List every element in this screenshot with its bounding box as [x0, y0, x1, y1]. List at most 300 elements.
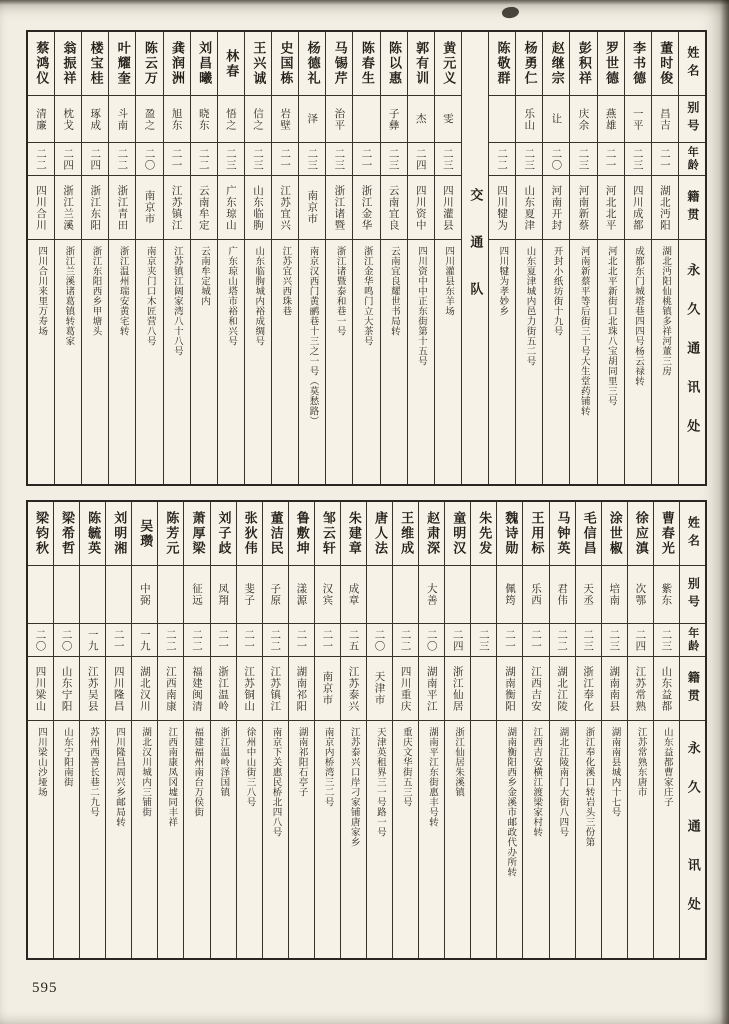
person-alias-text: 让: [550, 113, 563, 125]
person-native-place: [445, 657, 470, 721]
field-label-native-place-text: 籍贯: [685, 189, 700, 226]
person-name: [523, 502, 548, 566]
person-alias-text: 紫东: [660, 583, 673, 606]
person-age: [82, 143, 108, 176]
person-address-text: 江西南康凤冈墟同丰祥: [166, 727, 178, 827]
person-native-place: [393, 657, 418, 721]
person-name: [393, 502, 418, 566]
person-name: [106, 502, 131, 566]
field-label-native-place: [679, 176, 705, 240]
person-column: [392, 502, 418, 958]
person-age: [191, 143, 217, 176]
person-name: [109, 32, 135, 96]
person-name-text: 邹云轩: [320, 511, 336, 556]
person-age: [523, 624, 548, 657]
person-alias: [652, 96, 678, 143]
field-label-age: [679, 143, 705, 176]
person-column: [28, 32, 54, 484]
field-label-alias-text: 别号: [685, 101, 700, 137]
person-age-text: 二二: [34, 147, 47, 171]
person-address-text: 河北北平新街口北珠八宝胡同里三号: [605, 246, 617, 406]
person-address-text: 南京夹门口木匠营八号: [144, 246, 156, 346]
person-native-place-text: 南京市: [143, 190, 156, 225]
person-address: [109, 240, 135, 484]
person-alias: [341, 566, 366, 624]
person-address: [263, 721, 288, 958]
person-native-place-text: 江苏常熟: [634, 665, 647, 712]
person-alias-text: 培南: [608, 583, 621, 606]
person-age: [381, 143, 407, 176]
person-name-text: 刘子歧: [216, 511, 232, 556]
person-age-text: 二三: [631, 147, 644, 171]
person-alias-text: 盈之: [143, 107, 156, 131]
person-age-text: 二四: [89, 147, 102, 171]
person-native-place-text: 浙江兰溪: [62, 184, 75, 231]
person-age-text: 二一: [170, 147, 183, 171]
person-name: [625, 32, 651, 96]
person-name-text: 陈以惠: [387, 41, 403, 86]
person-alias-text: 子原: [269, 583, 282, 606]
person-native-place: [489, 176, 515, 240]
person-native-place: [109, 176, 135, 240]
group-label: [462, 32, 488, 484]
person-age: [299, 143, 325, 176]
person-native-place: [598, 176, 624, 240]
person-native-place-text: 四川犍为: [496, 184, 509, 231]
person-name-text: 龚润洲: [170, 41, 186, 86]
person-address: [136, 240, 162, 484]
person-address-text: 广东琼山塔市裕和兴号: [226, 246, 238, 346]
person-alias: [164, 96, 190, 143]
group-label-text: 交通队: [468, 187, 484, 329]
person-column: [418, 502, 444, 958]
person-alias-text: 斗南: [116, 107, 129, 131]
person-native-place: [299, 176, 325, 240]
person-address-text: 山东临朐城内裕成绸号: [253, 246, 265, 346]
person-name-text: 涂世椒: [607, 511, 623, 556]
person-name: [54, 502, 79, 566]
person-native-place: [516, 176, 542, 240]
person-alias-text: 信之: [251, 107, 264, 131]
person-name-text: 杨德礼: [305, 41, 321, 86]
person-column: [569, 32, 596, 484]
person-column: [366, 502, 392, 958]
person-name-text: 鲁敷坤: [294, 511, 310, 556]
roster-table-bottom: [26, 500, 707, 960]
person-alias: [381, 96, 407, 143]
person-alias-text: 凤翔: [217, 583, 230, 606]
person-native-place-text: 四川重庆: [399, 665, 412, 712]
person-name: [654, 502, 679, 566]
person-name-text: 董洁民: [268, 511, 284, 556]
person-column: [352, 32, 379, 484]
person-address-text: 四川合川来里万寿场: [36, 246, 48, 336]
person-name-text: 马锡芹: [332, 41, 348, 86]
person-age: [106, 624, 131, 657]
person-alias-text: 泽: [306, 113, 319, 125]
person-column: [597, 32, 624, 484]
person-native-place-text: 云南牟定: [197, 184, 210, 231]
person-column: [496, 502, 522, 958]
person-native-place-text: 江苏铜山: [243, 665, 256, 712]
person-age: [263, 624, 288, 657]
person-name: [80, 502, 105, 566]
person-native-place-text: 浙江奉化: [582, 665, 595, 712]
person-address-text: 浙江仙居朱溪镇: [453, 727, 465, 797]
person-native-place: [263, 657, 288, 721]
field-label-native-place: [680, 657, 705, 721]
person-native-place: [164, 176, 190, 240]
field-label-age: [680, 624, 705, 657]
field-label-name-text: 姓名: [685, 45, 700, 82]
person-address-text: 南京下关惠民桥北四八号: [270, 727, 282, 837]
person-native-place-text: 山东临朐: [251, 184, 264, 231]
person-age: [419, 624, 444, 657]
scan-artifact-right-edge: [720, 0, 729, 1024]
person-alias-text: 岩壁: [279, 107, 292, 131]
person-alias: [315, 566, 340, 624]
person-native-place-text: 湖南平江: [425, 665, 438, 712]
person-age-text: 二〇: [60, 628, 73, 652]
person-address: [445, 721, 470, 958]
person-column: [542, 32, 569, 484]
person-native-place: [570, 176, 596, 240]
person-age-text: 二四: [634, 628, 647, 652]
person-alias: [497, 566, 522, 624]
person-age: [326, 143, 352, 176]
person-column: [135, 32, 162, 484]
person-age: [211, 624, 236, 657]
person-age: [164, 143, 190, 176]
person-column: [210, 502, 236, 958]
person-age: [218, 143, 244, 176]
person-age: [367, 624, 392, 657]
person-alias: [80, 566, 105, 624]
person-alias: [367, 566, 392, 624]
person-alias: [54, 566, 79, 624]
person-age-text: 二一: [243, 628, 256, 652]
person-address-text: 云南牟定城内: [199, 246, 210, 306]
person-alias-text: 征远: [191, 583, 203, 606]
person-name: [315, 502, 340, 566]
person-alias-text: 雯: [441, 113, 454, 125]
person-alias-text: 燕雄: [604, 107, 617, 131]
person-native-place: [628, 657, 653, 721]
field-header-column: [678, 32, 705, 484]
person-column: [236, 502, 262, 958]
person-age: [550, 624, 575, 657]
person-alias: [550, 566, 575, 624]
person-address: [652, 240, 678, 484]
person-alias: [28, 566, 53, 624]
person-native-place-text: 浙江青田: [116, 184, 129, 231]
person-name-text: 翁振祥: [61, 41, 77, 86]
person-native-place: [419, 657, 444, 721]
person-name-text: 赵肃深: [425, 511, 441, 556]
person-native-place-text: 四川资中: [414, 184, 427, 231]
roster-table-top: [26, 30, 707, 486]
person-age: [516, 143, 542, 176]
person-alias: [326, 96, 352, 143]
person-column: [434, 32, 461, 484]
person-column: [340, 502, 366, 958]
person-age: [184, 624, 209, 657]
person-column: [183, 502, 209, 958]
person-name: [652, 32, 678, 96]
person-age: [543, 143, 569, 176]
person-age-text: 二二: [164, 628, 177, 652]
person-address-text: 四川梁山沙垭场: [35, 727, 47, 797]
person-address: [55, 240, 81, 484]
person-name-text: 张狄伟: [242, 511, 258, 556]
person-name: [28, 502, 53, 566]
person-name: [543, 32, 569, 96]
person-column: [314, 502, 340, 958]
person-native-place-text: 四川隆昌: [112, 665, 125, 712]
person-name-text: 童明汉: [451, 511, 467, 556]
person-column: [131, 502, 157, 958]
person-column: [488, 32, 515, 484]
field-label-age-text: 年龄: [686, 627, 699, 653]
person-native-place: [602, 657, 627, 721]
person-column: [163, 32, 190, 484]
person-column: [28, 502, 53, 958]
person-alias-text: 汉宾: [321, 583, 334, 606]
person-name-text: 刘明湘: [112, 511, 128, 556]
person-address: [628, 721, 653, 958]
person-age: [489, 143, 515, 176]
field-label-alias: [680, 566, 705, 624]
person-name: [299, 32, 325, 96]
person-address: [654, 721, 679, 958]
person-address: [497, 721, 522, 958]
person-column: [54, 32, 81, 484]
person-alias: [543, 96, 569, 143]
person-native-place-text: 江苏宜兴: [279, 184, 292, 231]
person-age-text: 二二: [399, 628, 412, 652]
person-age: [80, 624, 105, 657]
person-alias-text: 庆余: [577, 107, 590, 131]
person-address: [191, 240, 217, 484]
person-column: [79, 502, 105, 958]
person-column: [271, 32, 298, 484]
person-age-text: 二一: [279, 147, 292, 171]
person-native-place-text: 四川成都: [631, 184, 644, 231]
field-label-age-text: 年龄: [686, 146, 699, 172]
person-age-text: 二四: [414, 147, 427, 171]
person-name: [289, 502, 314, 566]
person-address: [237, 721, 262, 958]
person-address-text: 福建福州南台万侯街: [192, 727, 204, 817]
person-alias: [263, 566, 288, 624]
person-age-text: 二二: [116, 147, 129, 171]
person-age: [435, 143, 461, 176]
person-native-place-text: 浙江金华: [360, 184, 373, 231]
person-name: [602, 502, 627, 566]
person-address: [245, 240, 271, 484]
person-alias: [419, 566, 444, 624]
person-name-text: 陈春生: [359, 41, 375, 86]
person-name: [353, 32, 379, 96]
person-address: [289, 721, 314, 958]
person-alias-text: 君伟: [556, 583, 569, 606]
person-name-text: 唐人法: [372, 511, 388, 556]
person-name: [158, 502, 183, 566]
person-age: [28, 143, 54, 176]
person-alias: [299, 96, 325, 143]
person-name-text: 王用标: [529, 511, 545, 556]
person-alias: [82, 96, 108, 143]
person-alias: [289, 566, 314, 624]
person-age-text: 一九: [138, 628, 151, 652]
person-alias-text: 治平: [333, 107, 346, 131]
person-age-text: 二三: [224, 147, 237, 171]
person-native-place: [272, 176, 298, 240]
person-name: [576, 502, 601, 566]
person-native-place-text: 江苏镇江: [269, 665, 282, 712]
person-address-text: 浙江温州瑞安黄宅转: [117, 246, 129, 336]
person-alias: [393, 566, 418, 624]
person-name-text: 刘昌曦: [197, 41, 213, 86]
person-address-text: 苏州西善长巷二九号: [87, 727, 99, 817]
person-alias: [109, 96, 135, 143]
person-native-place-text: 浙江诸暨: [333, 184, 346, 231]
person-name-text: 陈云万: [142, 41, 158, 86]
person-alias-text: 成章: [347, 583, 360, 606]
person-native-place: [106, 657, 131, 721]
person-native-place-text: 四川灌县: [441, 184, 454, 231]
person-address: [272, 240, 298, 484]
person-native-place: [54, 657, 79, 721]
person-address-text: 江苏常熟东唐市: [635, 727, 647, 797]
person-age-text: 二一: [503, 628, 516, 652]
person-age-text: 二三: [477, 628, 490, 652]
person-address: [82, 240, 108, 484]
person-native-place-text: 福建闽清: [191, 665, 203, 712]
person-address-text: 徐州中山街三八号: [244, 727, 256, 807]
person-column: [575, 502, 601, 958]
person-address: [218, 240, 244, 484]
person-name: [326, 32, 352, 96]
person-column: [522, 502, 548, 958]
person-address: [393, 721, 418, 958]
person-address: [299, 240, 325, 484]
person-native-place-text: 湖南祁阳: [295, 665, 308, 712]
person-age: [570, 143, 596, 176]
person-address: [625, 240, 651, 484]
person-name-text: 郭有训: [414, 41, 430, 86]
person-address-text: 湖北汉川城内三铺街: [140, 727, 152, 817]
person-native-place-text: 湖北汉川: [138, 665, 151, 712]
person-name-text: 林春: [224, 48, 240, 79]
person-name-text: 陈毓英: [86, 511, 102, 556]
person-column: [444, 502, 470, 958]
person-age-text: 二四: [451, 628, 464, 652]
person-age: [237, 624, 262, 657]
person-age: [598, 143, 624, 176]
person-native-place: [158, 657, 183, 721]
person-age: [55, 143, 81, 176]
person-age-text: 二五: [347, 628, 360, 652]
person-address-text: 湖北江陵南门大街八四号: [557, 727, 569, 837]
person-address: [341, 721, 366, 958]
person-alias: [191, 96, 217, 143]
person-alias-text: 杰: [414, 113, 427, 125]
person-address: [523, 721, 548, 958]
person-address: [576, 721, 601, 958]
person-address: [516, 240, 542, 484]
person-name: [132, 502, 157, 566]
person-native-place: [550, 657, 575, 721]
person-address-text: 湖南平江东街惠丰号转: [426, 727, 438, 827]
person-age: [353, 143, 379, 176]
person-name: [237, 502, 262, 566]
person-address-text: 山东夏津城内邑力街五二号: [524, 246, 536, 366]
person-native-place: [367, 657, 392, 721]
person-native-place-text: 天津市: [373, 671, 386, 706]
person-name-text: 董时俊: [658, 41, 674, 86]
field-label-address-text: 永久通讯处: [685, 263, 701, 458]
person-address: [164, 240, 190, 484]
person-column: [244, 32, 271, 484]
person-name: [381, 32, 407, 96]
person-address-text: 成都东门城塔巷四四号杨云禄转: [633, 246, 644, 386]
person-alias: [218, 96, 244, 143]
person-native-place-text: 河南新蔡: [577, 184, 590, 231]
person-age: [132, 624, 157, 657]
person-native-place-text: 山东益都: [660, 665, 673, 712]
person-column: [53, 502, 79, 958]
person-alias-text: 漾源: [295, 583, 308, 606]
person-age-text: 二三: [577, 147, 590, 171]
person-address-text: 湖南衡阳西乡金溪市邮政代办所转: [505, 727, 517, 877]
person-alias-text: 旭东: [170, 107, 183, 131]
person-native-place-text: 湖北沔阳: [658, 184, 671, 231]
person-age-text: 二一: [530, 628, 543, 652]
person-alias: [628, 566, 653, 624]
field-label-alias-text: 别号: [686, 576, 701, 613]
person-native-place: [191, 176, 217, 240]
person-native-place-text: 江西南康: [164, 665, 177, 712]
person-address-text: 浙江金华鸣门立大茶号: [361, 246, 373, 346]
person-age-text: 二三: [523, 147, 536, 171]
person-native-place: [435, 176, 461, 240]
person-name-text: 黄元义: [441, 41, 457, 86]
person-age: [654, 624, 679, 657]
person-age-text: 二一: [217, 628, 230, 652]
person-name-text: 杨勇仁: [522, 41, 538, 86]
person-address: [381, 240, 407, 484]
person-column: [653, 502, 679, 958]
person-alias: [435, 96, 461, 143]
person-age: [625, 143, 651, 176]
person-age-text: 二二: [556, 628, 569, 652]
person-name: [55, 32, 81, 96]
person-alias: [570, 96, 596, 143]
field-label-native-place-text: 籍贯: [686, 670, 701, 707]
person-native-place-text: 四川合川: [34, 184, 47, 231]
person-address: [598, 240, 624, 484]
person-native-place-text: 江苏镇江: [170, 184, 183, 231]
person-address: [435, 240, 461, 484]
person-address-text: 湖南南县城内十七号: [609, 727, 621, 817]
person-native-place-text: 山东宁阳: [60, 665, 73, 712]
person-column: [108, 32, 135, 484]
person-alias: [654, 566, 679, 624]
person-age: [393, 624, 418, 657]
page-number: 595: [32, 980, 58, 996]
person-native-place-text: 浙江温岭: [217, 665, 230, 712]
